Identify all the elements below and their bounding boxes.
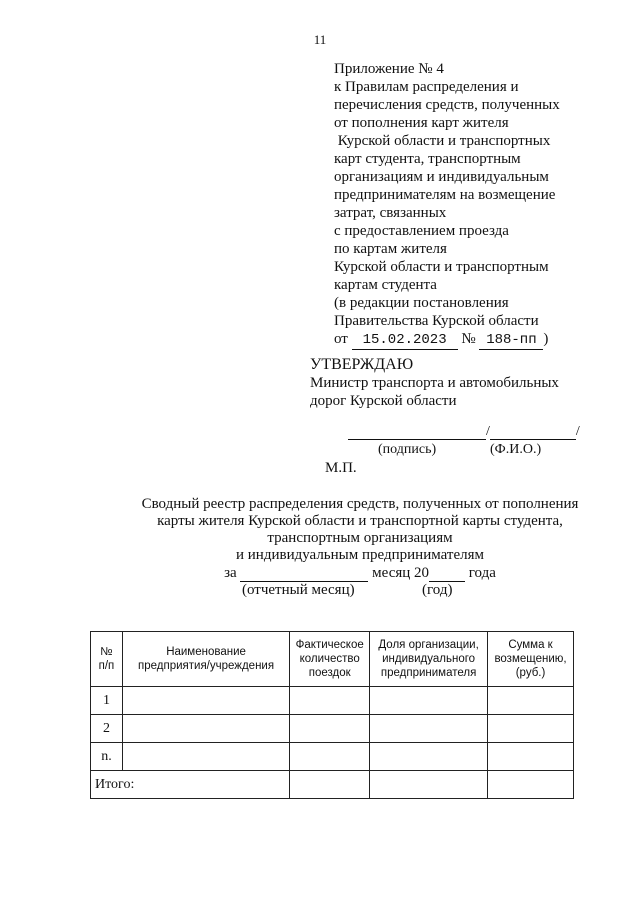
period-month: месяц 20 — [372, 565, 430, 581]
caption-signature: (подпись) — [378, 442, 437, 457]
table-row — [91, 687, 574, 715]
period-prefix: за — [224, 565, 237, 581]
approval-line: дорог Курской области — [310, 393, 457, 409]
table-row — [91, 743, 574, 771]
cell-reimbursement-sum[interactable] — [488, 715, 574, 743]
page-number: 11 — [313, 32, 327, 47]
registry-heading — [100, 496, 620, 600]
header-number: № п/п — [91, 632, 123, 687]
annex-line: организациям и индивидуальным — [334, 169, 549, 185]
caption-year: (год) — [422, 582, 453, 598]
annex-line: (в редакции постановления — [334, 295, 509, 311]
cell-organization-share[interactable] — [370, 743, 488, 771]
signature-captions — [348, 442, 598, 460]
signature-lines — [348, 424, 598, 440]
cell-organization-share[interactable] — [370, 687, 488, 715]
approval-title: УТВЕРЖДАЮ — [310, 356, 414, 373]
cell-trips-count[interactable] — [290, 743, 370, 771]
name-field — [490, 425, 576, 440]
cell-trips-count[interactable] — [290, 687, 370, 715]
signature-separator: / — [486, 424, 490, 439]
edition-date: 15.02.2023 — [352, 331, 458, 350]
annex-block — [334, 60, 634, 350]
annex-line: с предоставлением проезда — [334, 223, 509, 239]
period-captions — [100, 582, 620, 600]
total-label: Итого: — [91, 771, 290, 799]
heading-line: транспортным организациям — [267, 530, 453, 546]
cell-organization-share[interactable] — [370, 715, 488, 743]
heading-line: Сводный реестр распределения средств, полученных от пополнения — [141, 496, 579, 512]
cell-enterprise-name[interactable] — [122, 687, 289, 715]
header-reimbursement-sum: Сумма к возмещению, (руб.) — [488, 632, 574, 687]
annex-line: Курской области и транспортных — [334, 133, 551, 149]
heading-line: и индивидуальным предпринимателям — [236, 547, 484, 563]
cell-enterprise-name[interactable] — [122, 743, 289, 771]
signature-field — [348, 425, 486, 440]
annex-line: Приложение № 4 — [334, 61, 444, 77]
caption-month: (отчетный месяц) — [242, 582, 355, 598]
period-line — [100, 565, 620, 582]
annex-line: Правительства Курской области — [334, 313, 539, 329]
annex-line: карт студента, транспортным — [334, 151, 521, 167]
edition-num-prefix: № — [461, 331, 476, 347]
header-enterprise-name: Наименование предприятия/учреждения — [122, 632, 289, 687]
edition-suffix: ) — [543, 331, 549, 347]
annex-line: предпринимателям на возмещение — [334, 187, 556, 203]
header-trips-count: Фактическое количество поездок — [290, 632, 370, 687]
edition-line — [334, 330, 634, 350]
year-field — [429, 567, 465, 582]
cell-reimbursement-sum[interactable] — [488, 687, 574, 715]
annex-line: Курской области и транспортным — [334, 259, 549, 275]
annex-line: к Правилам распределения и — [334, 79, 519, 95]
stamp-label: М.П. — [325, 460, 357, 476]
edition-prefix: от — [334, 331, 348, 347]
caption-name: (Ф.И.О.) — [490, 442, 542, 457]
header-organization-share: Доля организации, индивидуального предпринимателя — [370, 632, 488, 687]
total-trips-count[interactable] — [290, 771, 370, 799]
row-number: 2 — [91, 715, 123, 743]
annex-line: от пополнения карт жителя — [334, 115, 509, 131]
cell-enterprise-name[interactable] — [122, 715, 289, 743]
registry-table — [90, 631, 574, 799]
total-organization-share[interactable] — [370, 771, 488, 799]
annex-line: затрат, связанных — [334, 205, 447, 221]
annex-line: по картам жителя — [334, 241, 447, 257]
annex-line: перечисления средств, полученных — [334, 97, 560, 113]
period-year-suffix: года — [468, 565, 496, 581]
edition-number: 188-пп — [479, 331, 543, 350]
signature-block — [348, 424, 598, 460]
cell-reimbursement-sum[interactable] — [488, 743, 574, 771]
row-number: 1 — [91, 687, 123, 715]
table-row — [91, 715, 574, 743]
approval-block — [310, 356, 630, 410]
total-reimbursement-sum[interactable] — [488, 771, 574, 799]
annex-line: картам студента — [334, 277, 437, 293]
row-number: n. — [91, 743, 123, 771]
heading-line: карты жителя Курской области и транспортной карты студента, — [157, 513, 563, 529]
cell-trips-count[interactable] — [290, 715, 370, 743]
signature-end-slash: / — [575, 424, 580, 439]
approval-line: Министр транспорта и автомобильных — [310, 375, 559, 391]
table-header-row — [91, 632, 574, 687]
table-total-row — [91, 771, 574, 799]
month-field — [240, 567, 368, 582]
